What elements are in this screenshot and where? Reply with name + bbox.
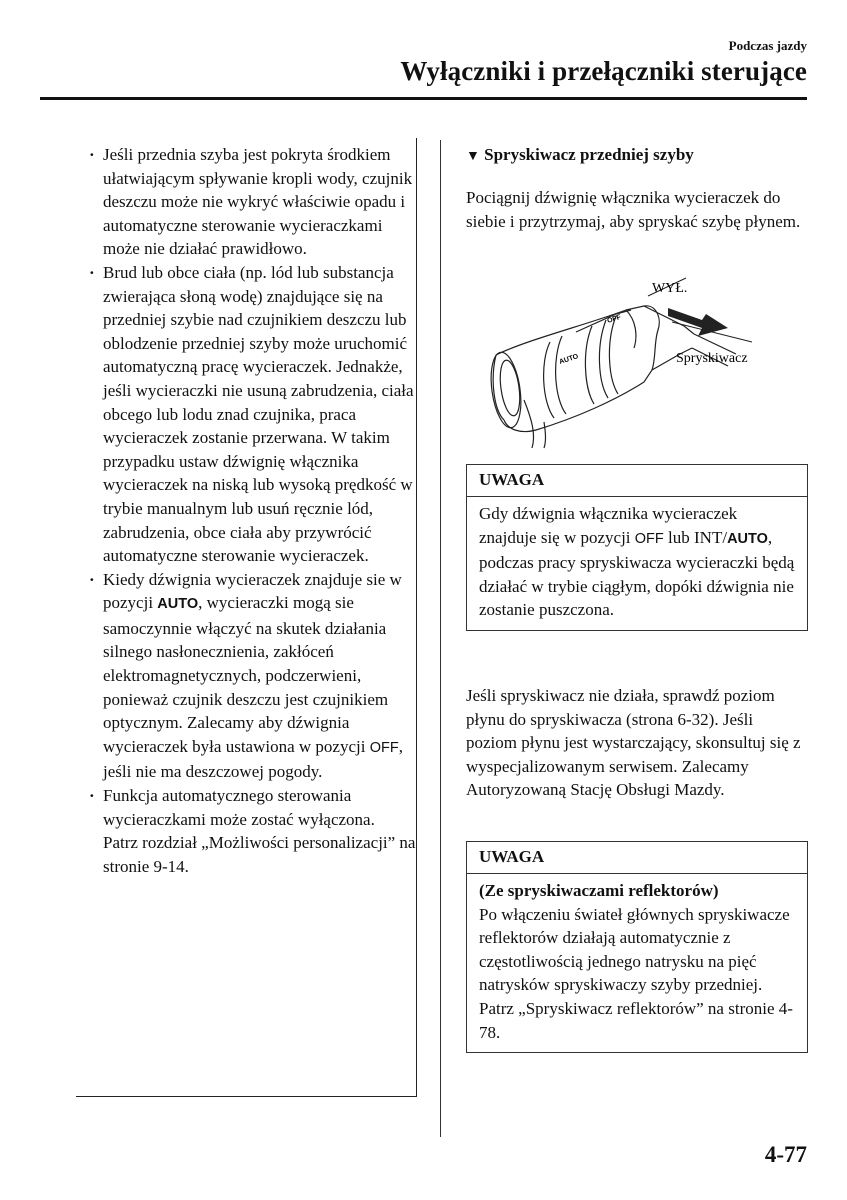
caution-subheading: (Ze spryskiwaczami reflektorów)	[479, 881, 719, 900]
right-column	[466, 138, 808, 233]
auto-mark: AUTO	[727, 530, 768, 547]
bullet-text: Kiedy dźwignia wycieraczek znajduje sie w pozycji	[103, 569, 402, 613]
caution-text: , podczas pracy spryskiwacza wycieraczki będą działać w trybie ciągłym, dopóki dźwignia nie zostanie puszczona.	[479, 527, 795, 620]
wiper-lever-drawing	[466, 270, 808, 450]
caution-heading: UWAGA	[467, 842, 807, 874]
bullet-item	[76, 568, 416, 784]
off-mark: OFF	[369, 739, 399, 756]
subheading-text: Spryskiwacz przedniej szyby	[484, 145, 694, 164]
washer-paragraph: Jeśli spryskiwacz nie działa, sprawdź poziom płynu do spryskiwacza (strona 6-32). Jeśli poziom płynu jest wystarczający, skonsultuj się z wyspecjalizowanym serwisem. Zalecamy Autoryzowaną Stację Obsługi Mazdy.	[466, 686, 801, 800]
caution-heading: UWAGA	[467, 465, 807, 497]
section-label: Podczas jazdy	[728, 38, 807, 53]
bullet-note: Patrz rozdział „Możliwości personalizacji” na stronie 9-14.	[103, 833, 416, 876]
bullet-text: Brud lub obce ciała (np. lód lub substancja zwierająca słoną wodę) znajdujące się na przedniej szybie nad czujnikiem deszczu lub oblodzenie przedniej szyby może uruchomić automatyczną pracę wycieraczek. Jednakże, jeśli wycieraczki nie usuną zabrudzenia, ciała obcego lub lodu znad czujnika, praca wycieraczek zostanie przerwana. W takim przypadku ustaw dźwignię włącznika wycieraczek na niską lub wysoką prędkość w trybie manualnym lub usuń ręcznie lód, zabrudzenia, obce ciała aby przywrócić automatyczne sterowanie wycieraczek.	[103, 262, 414, 566]
caution-body	[467, 497, 807, 630]
label-off: WYŁ.	[652, 281, 688, 296]
bullet-text: Jeśli przednia szyba jest pokryta środkiem ułatwiającym spływanie kropli wody, czujnik deszczu może nie wykryć właściwie opadu i automatyczne sterowanie wycieraczkami może nie działać prawidłowo.	[103, 145, 413, 259]
caution-text: Po włączeniu świateł głównych spryskiwacze reflektorów działają automatycznie z częstotliwością jednego natrysku na pięć natrysków spryskiwaczy szyby przedniej.	[479, 904, 790, 995]
caution-body	[467, 874, 807, 1052]
bullet-item	[76, 143, 416, 261]
caution-box-1	[466, 464, 808, 631]
bullet-text: Funkcja automatycznego sterowania wycieraczkami może zostać wyłączona.	[103, 786, 375, 829]
bullet-item	[76, 784, 416, 878]
column-divider	[440, 140, 441, 1137]
page-title: Wyłączniki i przełączniki sterujące	[400, 56, 807, 86]
title-rule	[40, 97, 807, 100]
subheading	[466, 143, 808, 168]
lever-off-text: OFF	[606, 313, 622, 325]
caution-text: lub INT/	[663, 527, 728, 547]
off-mark: OFF	[634, 530, 664, 547]
lever-auto-text: AUTO	[558, 353, 580, 366]
auto-mark: AUTO	[157, 596, 199, 613]
bullet-text: , jeśli nie ma deszczowej pogody.	[103, 736, 403, 782]
bullet-list	[76, 138, 416, 878]
caution-text: Gdy dźwignia włącznika wycieraczek znajduje się w pozycji	[479, 504, 738, 547]
label-washer: Spryskiwacz	[676, 351, 748, 366]
intro-paragraph: Pociągnij dźwignię włącznika wycieraczek do siebie i przytrzymaj, aby spryskać szybę płynem.	[466, 188, 801, 231]
bullet-text: , wycieraczki mogą sie samoczynnie włączyć na skutek działania silnego nasłonecznienia, zakłóceń elektromagnetycznych, podczerwieni, ponieważ czujnik deszczu jest czujnikiem optycznym. Zalecamy aby dźwignia wycieraczek była ustawiona w pozycji	[103, 593, 389, 756]
caution-reference: Patrz „Spryskiwacz reflektorów” na stronie 4-78.	[479, 998, 793, 1042]
page-number: 4-77	[764, 1142, 807, 1167]
triangle-icon: ▼	[466, 149, 480, 164]
bullet-item	[76, 261, 416, 568]
caution-box-2	[466, 841, 808, 1053]
wiper-lever-illustration	[466, 270, 808, 450]
left-note-box	[76, 138, 417, 1097]
